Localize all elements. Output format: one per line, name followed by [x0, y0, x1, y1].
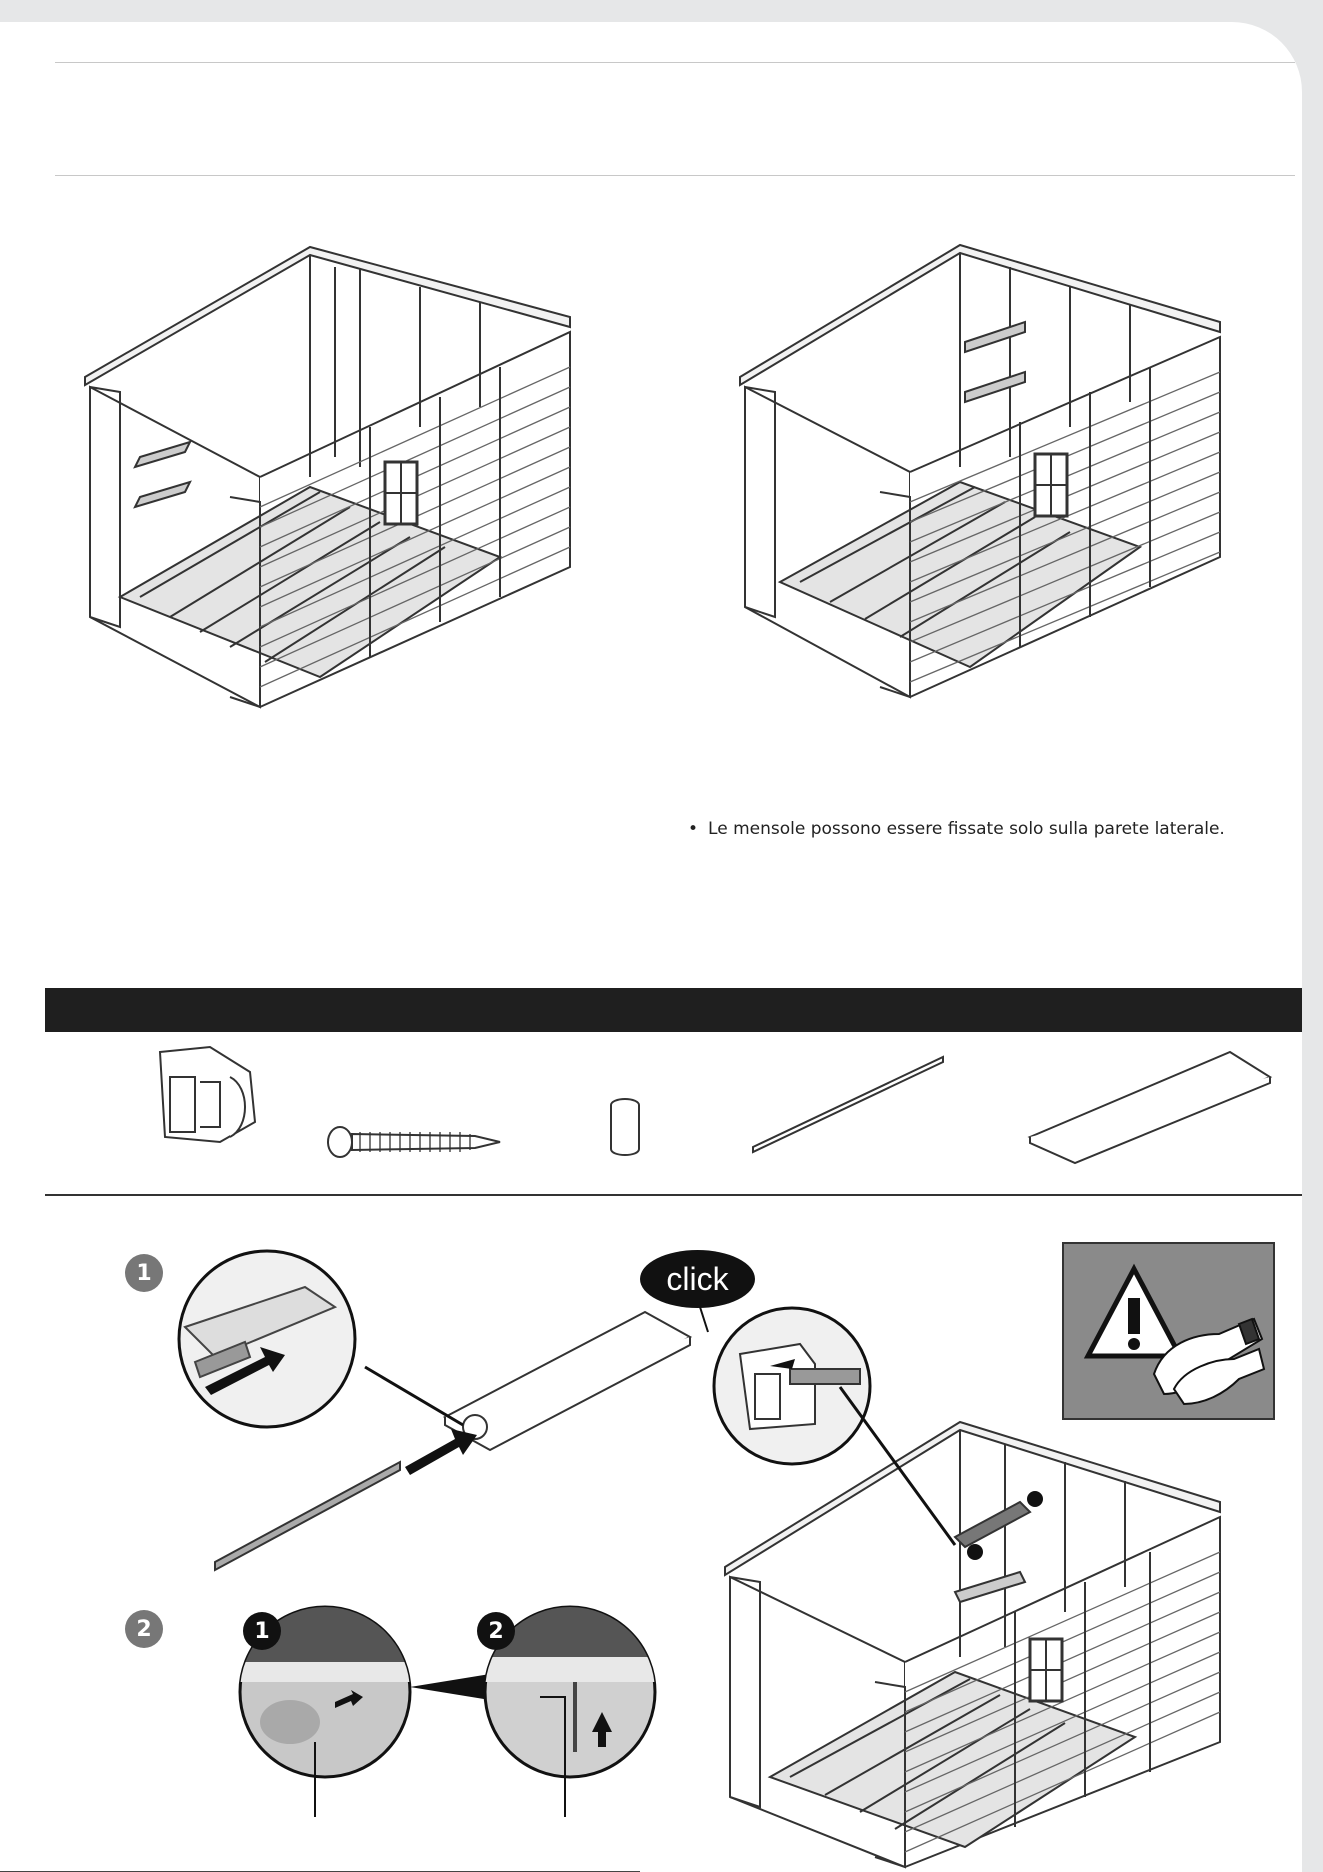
safety-warning-panel [1062, 1242, 1275, 1420]
part-spacer [608, 1097, 642, 1157]
header-rule-bottom [55, 175, 1295, 176]
parts-header-band [45, 988, 1302, 1032]
manual-page [0, 22, 1302, 1872]
substep-badge-2: 2 [477, 1612, 515, 1650]
shed-illustration-left [80, 227, 600, 707]
part-shelf-bracket [150, 1042, 260, 1147]
step-badge-2: 2 [125, 1610, 163, 1648]
gloves-icon [1144, 1299, 1269, 1409]
part-rod [748, 1052, 948, 1152]
click-pointer [680, 1302, 710, 1332]
step2-connector [410, 1672, 490, 1702]
shelf-note [688, 819, 1225, 839]
parts-divider [45, 1194, 1302, 1196]
step1-board-illustration [205, 1307, 705, 1567]
substep-badge-1: 1 [243, 1612, 281, 1650]
shed-illustration-right [740, 227, 1240, 697]
part-screw [325, 1122, 505, 1162]
step-badge-1: 1 [125, 1254, 163, 1292]
note-text: Le mensole possono essere fissate solo sulla parete laterale. [708, 819, 1225, 839]
shed-with-shelves-illustration [725, 1417, 1235, 1867]
part-shelf-board [1025, 1047, 1275, 1157]
header-rule-top [55, 62, 1295, 63]
click-callout: click [640, 1250, 755, 1308]
note-bullet: • [688, 819, 699, 839]
